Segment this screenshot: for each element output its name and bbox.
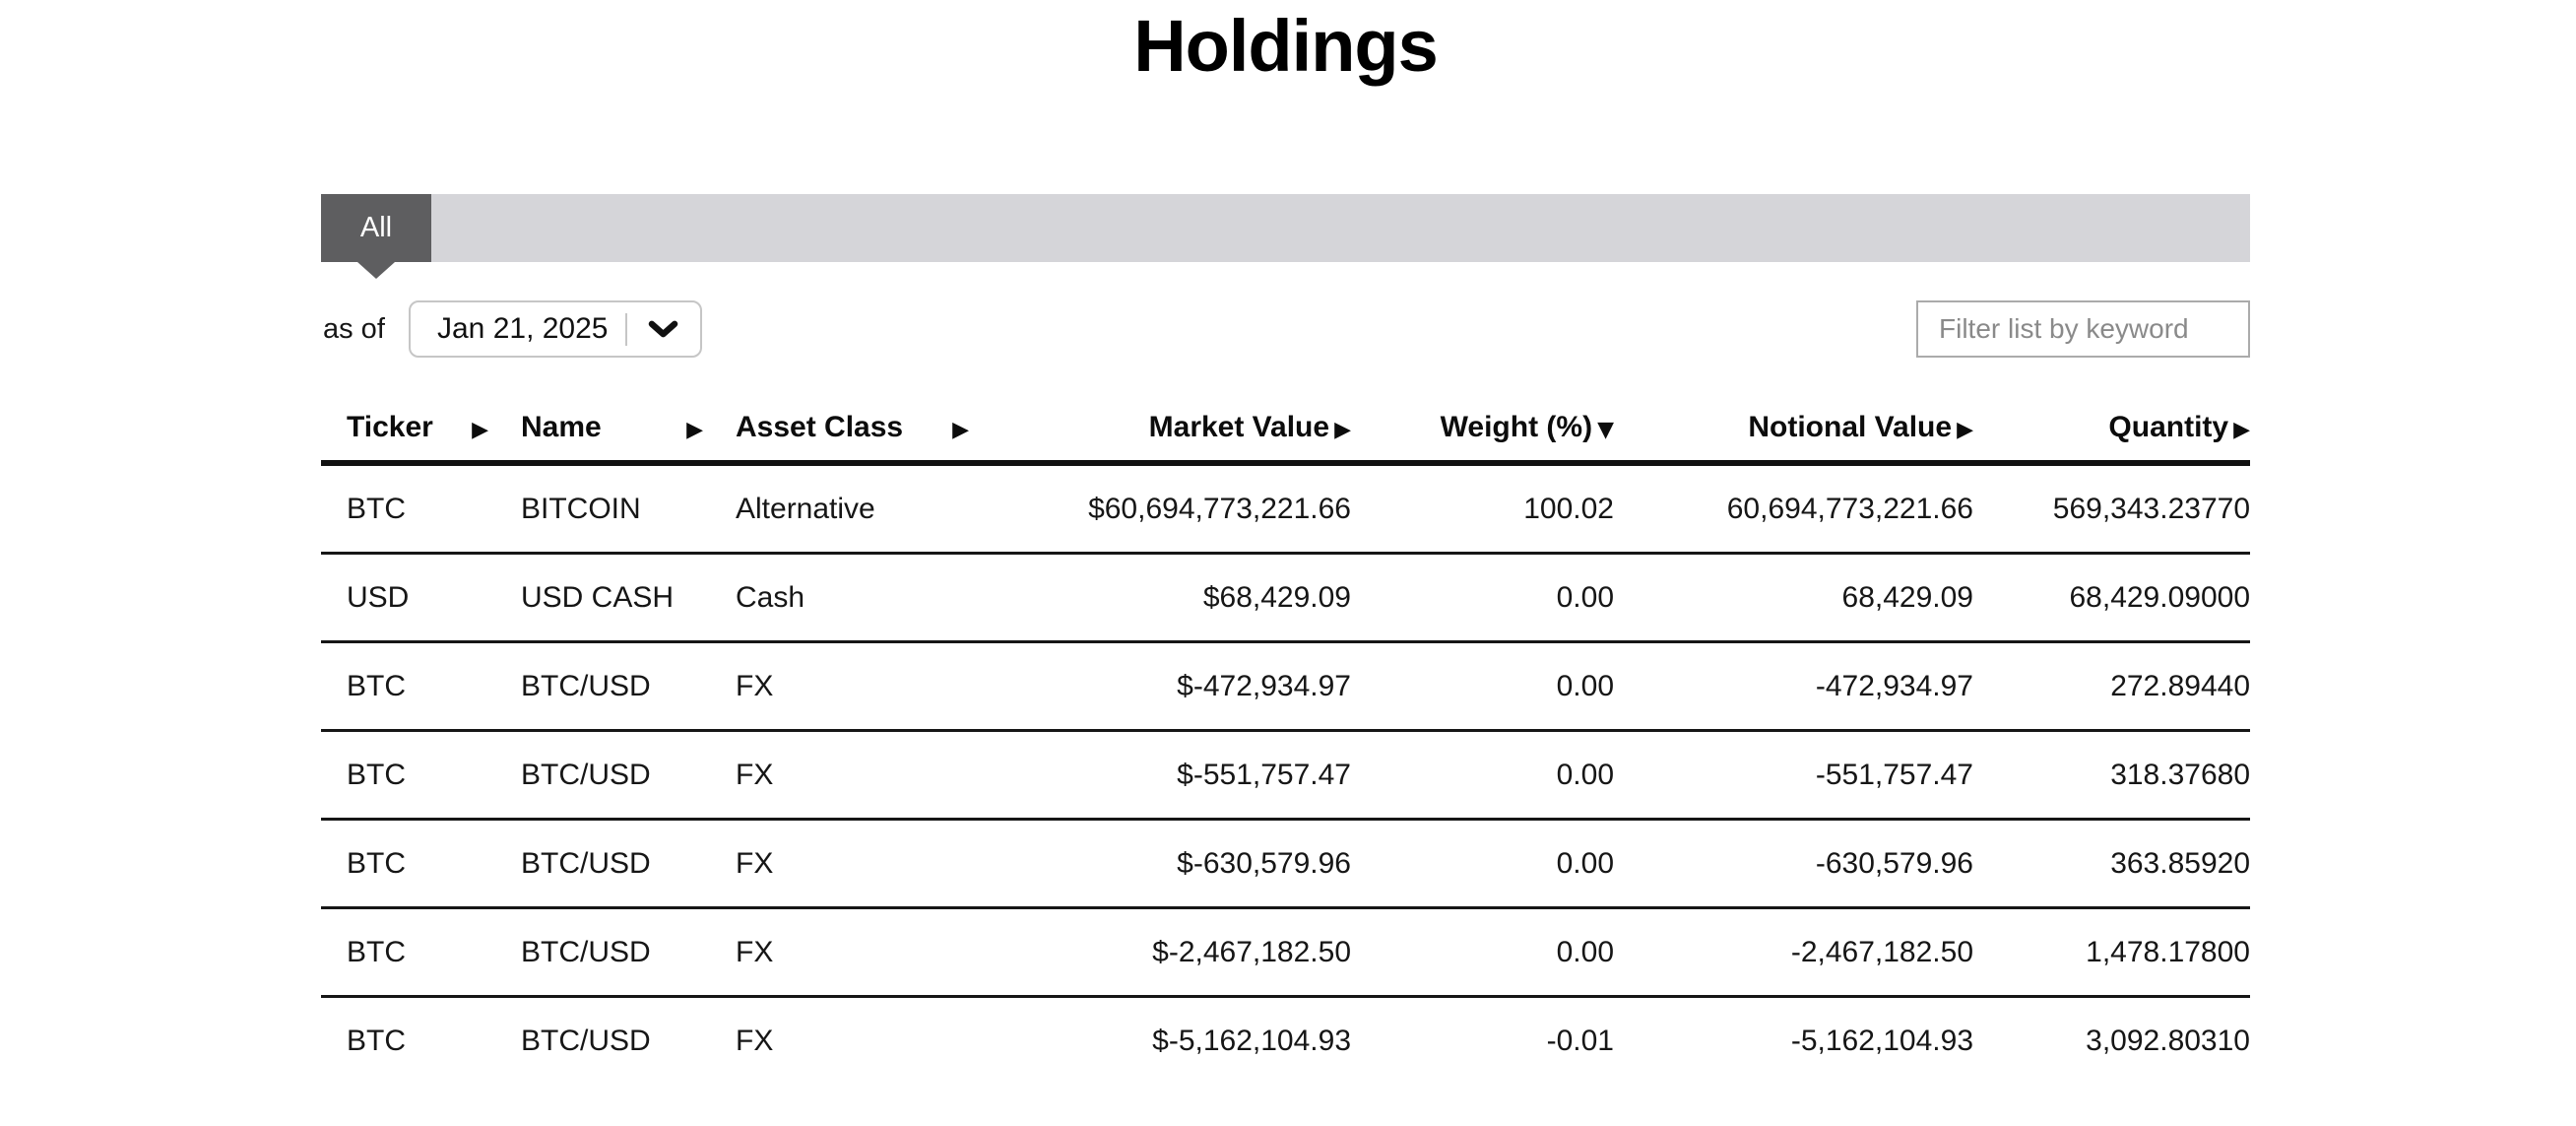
sort-arrow-icon[interactable]: ▶ [472, 418, 488, 442]
sort-arrow-icon[interactable]: ▶ [686, 418, 703, 442]
cell-ticker: BTC [347, 669, 406, 702]
cell-notional-value: -472,934.97 [1815, 669, 1973, 702]
chevron-down-icon [648, 320, 678, 338]
cell-asset-class: FX [736, 935, 774, 968]
filter-input[interactable] [1916, 300, 2250, 358]
cell-quantity: 272.89440 [2110, 669, 2250, 702]
cell-weight: 0.00 [1556, 846, 1614, 880]
sort-arrow-icon[interactable]: ▶ [952, 418, 969, 442]
cell-weight: 0.00 [1556, 935, 1614, 968]
cell-asset-class: FX [736, 846, 774, 880]
as-of-label: as of [323, 313, 385, 345]
cell-asset-class: FX [736, 669, 774, 702]
cell-name: BTC/USD [521, 846, 651, 880]
cell-asset-class: Cash [736, 580, 805, 614]
date-dropdown-value: Jan 21, 2025 [437, 312, 609, 345]
cell-notional-value: -2,467,182.50 [1790, 935, 1973, 968]
column-header-label: Weight (%) [1440, 411, 1593, 443]
cell-quantity: 318.37680 [2110, 758, 2250, 791]
table-row [321, 998, 2250, 1084]
holdings-table [321, 394, 2250, 1084]
cell-quantity: 569,343.23770 [2052, 492, 2250, 525]
cell-notional-value: 68,429.09 [1841, 580, 1973, 614]
column-header-weight[interactable] [1351, 394, 1614, 460]
tab-all[interactable] [321, 194, 431, 262]
cell-quantity: 363.85920 [2110, 846, 2250, 880]
cell-name: BTC/USD [521, 1024, 651, 1057]
cell-weight: 0.00 [1556, 669, 1614, 702]
cell-ticker: BTC [347, 846, 406, 880]
column-header-label: Notional Value [1748, 411, 1953, 443]
cell-weight: -0.01 [1546, 1024, 1614, 1057]
cell-quantity: 1,478.17800 [2086, 935, 2250, 968]
column-header-notional-value[interactable] [1614, 394, 1973, 460]
cell-asset-class: Alternative [736, 492, 875, 525]
date-dropdown[interactable] [409, 300, 702, 358]
cell-name: BTC/USD [521, 669, 651, 702]
cell-market-value: $60,694,773,221.66 [1088, 492, 1351, 525]
cell-market-value: $-472,934.97 [1177, 669, 1351, 702]
cell-name: BTC/USD [521, 935, 651, 968]
column-header-asset-class[interactable] [711, 394, 973, 460]
tab-all-label: All [359, 212, 393, 243]
cell-market-value: $-2,467,182.50 [1152, 935, 1351, 968]
table-row [321, 821, 2250, 909]
table-header-row [321, 394, 2250, 466]
cell-notional-value: 60,694,773,221.66 [1726, 492, 1973, 525]
cell-ticker: BTC [347, 758, 406, 791]
cell-notional-value: -551,757.47 [1815, 758, 1973, 791]
table-row [321, 555, 2250, 643]
cell-weight: 0.00 [1556, 580, 1614, 614]
column-header-label: Asset Class [736, 411, 904, 443]
cell-name: BITCOIN [521, 492, 641, 525]
sort-arrow-icon[interactable]: ▼ [1597, 418, 1614, 442]
cell-name: BTC/USD [521, 758, 651, 791]
cell-asset-class: FX [736, 758, 774, 791]
table-row [321, 643, 2250, 732]
table-row [321, 466, 2250, 555]
tab-bar [321, 194, 2250, 262]
column-header-label: Name [521, 411, 602, 443]
column-header-label: Quantity [2108, 411, 2229, 443]
cell-market-value: $-630,579.96 [1177, 846, 1351, 880]
cell-asset-class: FX [736, 1024, 774, 1057]
cell-quantity: 68,429.09000 [2069, 580, 2250, 614]
active-tab-pointer [357, 262, 395, 279]
cell-market-value: $-5,162,104.93 [1152, 1024, 1351, 1057]
page-title: Holdings [1133, 5, 1438, 87]
column-header-quantity[interactable] [1973, 394, 2250, 460]
cell-weight: 100.02 [1523, 492, 1614, 525]
column-header-label: Ticker [347, 411, 433, 443]
cell-name: USD CASH [521, 580, 675, 614]
cell-quantity: 3,092.80310 [2086, 1024, 2250, 1057]
controls-row [321, 300, 2250, 360]
column-header-label: Market Value [1148, 411, 1330, 443]
cell-notional-value: -630,579.96 [1815, 846, 1973, 880]
sort-arrow-icon[interactable]: ▶ [1334, 418, 1351, 442]
cell-ticker: BTC [347, 1024, 406, 1057]
sort-arrow-icon[interactable]: ▶ [1957, 418, 1973, 442]
cell-ticker: USD [347, 580, 410, 614]
sort-arrow-icon[interactable]: ▶ [2233, 418, 2250, 442]
cell-ticker: BTC [347, 935, 406, 968]
cell-notional-value: -5,162,104.93 [1790, 1024, 1973, 1057]
dropdown-divider [625, 313, 627, 346]
holdings-page [321, 0, 2250, 1126]
column-header-name[interactable] [496, 394, 711, 460]
column-header-market-value[interactable] [973, 394, 1351, 460]
table-row [321, 732, 2250, 821]
cell-ticker: BTC [347, 492, 406, 525]
table-body [321, 466, 2250, 1084]
cell-market-value: $-551,757.47 [1177, 758, 1351, 791]
table-row [321, 909, 2250, 998]
cell-weight: 0.00 [1556, 758, 1614, 791]
column-header-ticker[interactable] [321, 394, 496, 460]
cell-market-value: $68,429.09 [1202, 580, 1351, 614]
